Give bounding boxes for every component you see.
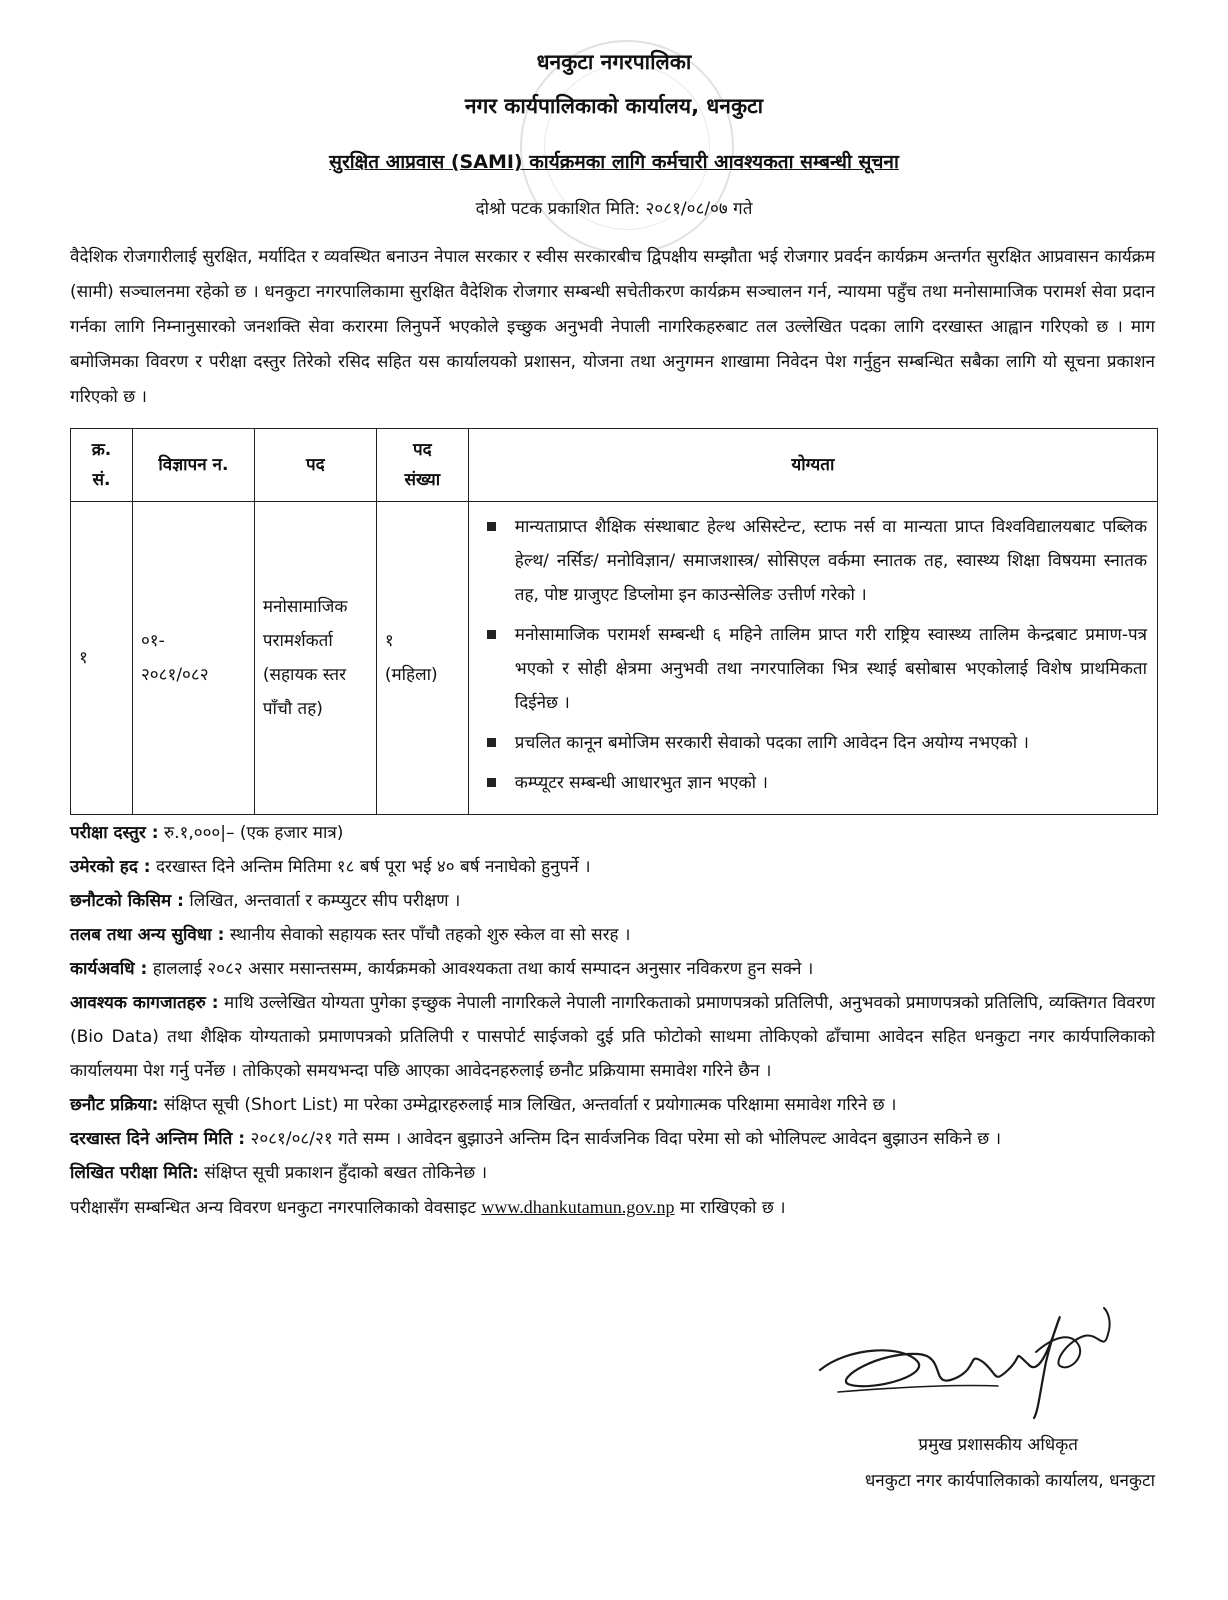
signatory-office: धनकुटा नगर कार्यपालिकाको कार्यालय, धनकुटा [864, 1471, 1155, 1491]
fee-value: रु.१,०००|– (एक हजार मात्र) [163, 823, 344, 843]
header-post-count [376, 429, 468, 502]
exam-date-label: लिखित परीक्षा मिति: [70, 1163, 199, 1183]
website-row [70, 1190, 1155, 1225]
salary-row [70, 918, 1155, 952]
fee-label: परीक्षा दस्तुर : [70, 823, 159, 843]
documents-row [70, 986, 1155, 1088]
intro-paragraph: वैदेशिक रोजगारीलाई सुरक्षित, मर्यादित र व्यवस्थित बनाउन नेपाल सरकार र स्वीस सरकारबीच द्विपक्षीय सम्झौता भई रोजगार प्रवर्दन कार्यक्रम अन्तर्गत सुरक्षित आप्रवासन कार्यक्रम (सामी) सञ्चालनमा रहेको छ । धनकुटा नगरपालिकामा सुरक्षित वैदेशिक रोजगार सम्बन्धी सचेतीकरण कार्यक्रम सञ्चालन गर्न, न्यायमा पहुँच तथा मनोसामाजिक परामर्श सेवा प्रदान गर्नका लागि निम्नानुसारको जनशक्ति सेवा करारमा लिनुपर्ने भएकोले इच्छुक अनुभवी नेपाली नागरिकहरुबाट तल उल्लेखित पदका लागि दरखास्त आह्वान गरिएको छ । माग बमोजिमका विवरण र परीक्षा दस्तुर तिरेको रसिद सहित यस कार्यालयको प्रशासन, योजना तथा अनुगमन शाखामा निवेदन पेश गर्नुहुन सम्बन्धित सबैका लागि यो सूचना प्रकाशन गरिएको छ । [70, 247, 1155, 407]
post-line4: पाँचौ तह) [262, 699, 323, 719]
handwritten-signature [808, 1292, 1128, 1422]
notice-details [70, 816, 1155, 1225]
post-line2: परामर्शकर्ता [262, 631, 333, 651]
qualification-text: कम्प्यूटर सम्बन्धी आधारभुत ज्ञान भएको । [514, 773, 768, 793]
list-item [483, 510, 1147, 612]
deadline-row [70, 1122, 1155, 1156]
post-line1: मनोसामाजिक [262, 597, 348, 617]
header-post: पद [254, 429, 376, 502]
list-item [483, 766, 1147, 800]
org-name: धनकुटा नगरपालिका [536, 50, 692, 74]
header-serial [71, 429, 133, 502]
square-bullet-icon [487, 522, 496, 531]
ad-number-line2: २०८१/०८२ [140, 665, 209, 685]
deadline-value: २०८१/०८/२१ गते सम्म । आवेदन बुझाउने अन्तिम दिन सार्वजनिक विदा परेमा सो को भोलिपल्ट आवेदन बुझाउन सकिने छ । [250, 1129, 1002, 1149]
cell-serial: १ [71, 502, 133, 815]
header-qualification: योग्यता [468, 429, 1157, 502]
header-serial-line1: क्र. [91, 440, 112, 460]
term-row [70, 952, 1155, 986]
cell-qualification [468, 502, 1157, 815]
age-row [70, 850, 1155, 884]
selection-type-label: छनौटको किसिम : [70, 891, 184, 911]
count-line1: १ [384, 631, 394, 651]
notice-subject: सुरक्षित आप्रवास (SAMI) कार्यक्रमका लागि कर्मचारी आवश्यकता सम्बन्धी सूचना [329, 151, 899, 173]
header-serial-line2: सं. [92, 470, 111, 490]
website-text-after: मा राखिएको छ । [679, 1198, 786, 1218]
salary-value: स्थानीय सेवाको सहायक स्तर पाँचौ तहको शुरु स्केल वा सो सरह । [229, 925, 631, 945]
exam-date-row [70, 1156, 1155, 1190]
selection-type-value: लिखित, अन्तवार्ता र कम्प्युटर सीप परीक्षण । [189, 891, 461, 911]
fee-row [70, 816, 1155, 850]
qualification-text: मनोसामाजिक परामर्श सम्बन्धी ६ महिने तालिम प्राप्त गरी राष्ट्रिय स्वास्थ्य तालिम केन्द्रबाट प्रमाण-पत्र भएको र सोही क्षेत्रमा अनुभवी तथा नगरपालिका भित्र स्थाई बसोबास भएकोलाई विशेष प्राथमिकता दिईनेछ । [514, 625, 1147, 713]
square-bullet-icon [487, 778, 496, 787]
process-label: छनौट प्रक्रिया: [70, 1095, 159, 1115]
ad-number-line1: ०१- [140, 631, 165, 651]
process-row [70, 1088, 1155, 1122]
exam-date-value: संक्षिप्त सूची प्रकाशन हुँदाको बखत तोकिनेछ । [204, 1163, 488, 1183]
header-count-line1: पद [412, 440, 432, 460]
cell-post-count [376, 502, 468, 815]
header-count-line2: संख्या [404, 470, 441, 490]
list-item [483, 726, 1147, 760]
post-line3: (सहायक स्तर [262, 665, 347, 685]
documents-label: आवश्यक कागजातहरु : [70, 993, 219, 1013]
term-label: कार्यअवधि : [70, 959, 148, 979]
selection-type-row [70, 884, 1155, 918]
deadline-label: दरखास्त दिने अन्तिम मिति : [70, 1129, 246, 1149]
age-label: उमेरको हद : [70, 857, 151, 877]
website-text-before: परीक्षासँग सम्बन्धित अन्य विवरण धनकुटा नगरपालिकाको वेवसाइट [70, 1198, 476, 1218]
signatory-title: प्रमुख प्रशासकीय अधिकृत [918, 1435, 1078, 1455]
count-line2: (महिला) [384, 665, 438, 685]
process-value: संक्षिप्त सूची (Short List) मा परेका उम्मेद्वारहरुलाई मात्र लिखित, अन्तर्वार्ता र प्रयोगात्मक परिक्षामा समावेश गरिने छ । [163, 1095, 897, 1115]
qualification-text: मान्यताप्राप्त शैक्षिक संस्थाबाट हेल्थ असिस्टेन्ट, स्टाफ नर्स वा मान्यता प्राप्त विश्वविद्यालयबाट पब्लिक हेल्थ/ नर्सिङ/ मनोविज्ञान/ समाजशास्त्र/ सोसिएल वर्कमा स्नातक तह, स्वास्थ्य शिक्षा विषयमा स्नातक तह, पोष्ट ग्राजुएट डिप्लोमा इन काउन्सेलिङ उत्तीर्ण गरेको । [514, 517, 1147, 605]
table-row [71, 502, 1158, 815]
age-value: दरखास्त दिने अन्तिम मितिमा १८ बर्ष पूरा भई ४० बर्ष ननाघेको हुनुपर्ने । [156, 857, 591, 877]
term-value: हाललाई २०८२ असार मसान्तसम्म, कार्यक्रमको आवश्यकता तथा कार्य सम्पादन अनुसार नविकरण हुन सक्ने । [152, 959, 814, 979]
salary-label: तलब तथा अन्य सुविधा : [70, 925, 225, 945]
qualification-list [473, 506, 1153, 810]
documents-value: माथि उल्लेखित योग्यता पुगेका इच्छुक नेपाली नागरिकले नेपाली नागरिकताको प्रमाणपत्रको प्रतिलिपी, अनुभवको प्रमाणपत्रको प्रतिलिपि, व्यक्तिगत विवरण (Bio Data) तथा शैक्षिक योग्यताको प्रमाणपत्रको प्रतिलिपी र पासपोर्ट साईजको दुई प्रति फोटोको साथमा तोकिएको ढाँचामा आवेदन सहित धनकुटा नगर कार्यपालिकाको कार्यालयमा पेश गर्नु पर्नेछ । तोकिएको समयभन्दा पछि आएका आवेदनहरुलाई छनौट प्रक्रियामा समावेश गरिने छैन । [70, 993, 1155, 1081]
list-item [483, 618, 1147, 720]
cell-post [254, 502, 376, 815]
header-ad-number: विज्ञापन न. [132, 429, 254, 502]
square-bullet-icon [487, 738, 496, 747]
publish-date: दोश्रो पटक प्रकाशित मिति: २०८१/०८/०७ गते [475, 199, 753, 219]
office-name: नगर कार्यपालिकाको कार्यालय, धनकुटा [464, 94, 764, 118]
cell-ad-number [132, 502, 254, 815]
qualification-text: प्रचलित कानून बमोजिम सरकारी सेवाको पदका लागि आवेदन दिन अयोग्य नभएको । [514, 733, 1029, 753]
square-bullet-icon [487, 630, 496, 639]
website-link[interactable]: www.dhankutamun.gov.np [481, 1197, 675, 1217]
vacancy-table [70, 428, 1158, 815]
table-header-row [71, 429, 1158, 502]
